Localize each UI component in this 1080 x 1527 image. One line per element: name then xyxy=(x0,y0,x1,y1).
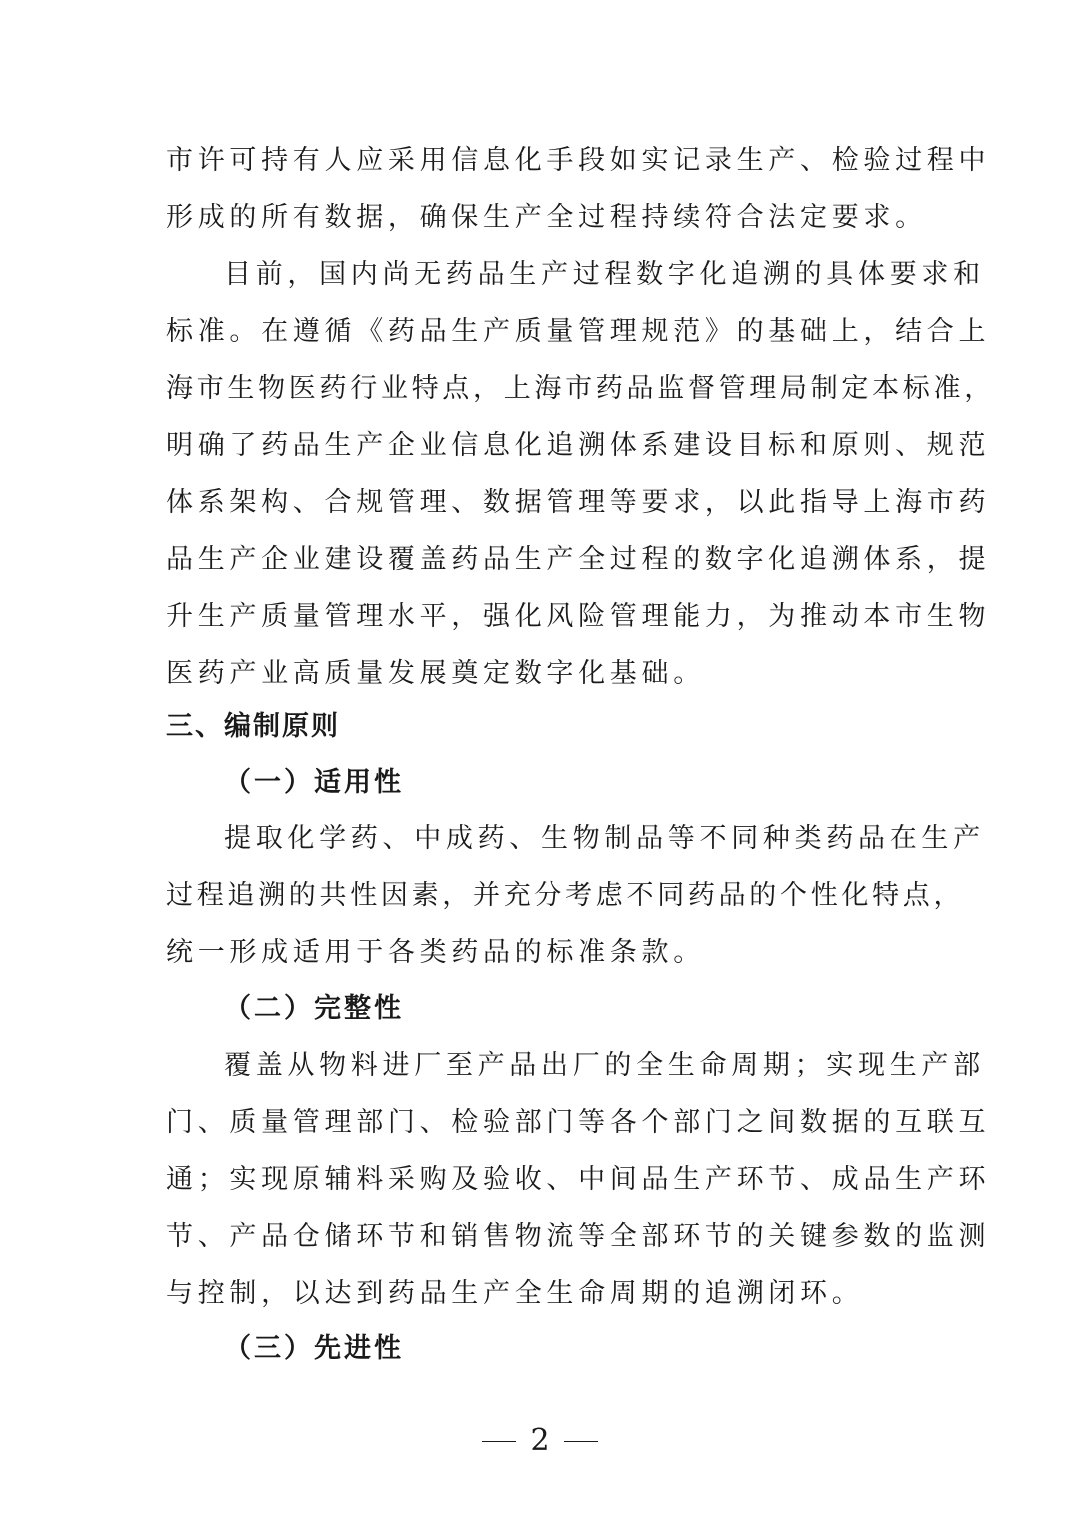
body-text-line: 过程追溯的共性因素，并充分考虑不同药品的个性化特点， xyxy=(166,880,965,911)
body-text-line: 形成的所有数据，确保生产全过程持续符合法定要求。 xyxy=(166,202,927,233)
body-text-line: 升生产质量管理水平，强化风险管理能力，为推动本市生物 xyxy=(166,601,991,632)
body-text-line: 与控制，以达到药品生产全生命周期的追溯闭环。 xyxy=(166,1278,864,1309)
footer-dash-right xyxy=(564,1441,598,1442)
subsection-heading: （一）适用性 xyxy=(224,767,404,798)
body-text-line: 市许可持有人应采用信息化手段如实记录生产、检验过程中 xyxy=(166,145,991,176)
body-text-line: 门、质量管理部门、检验部门等各个部门之间数据的互联互 xyxy=(166,1107,991,1138)
footer-dash-left xyxy=(482,1441,516,1442)
subsection-heading: （三）先进性 xyxy=(224,1333,404,1364)
body-text-line: 海市生物医药行业特点，上海市药品监督管理局制定本标准， xyxy=(166,373,995,404)
subsection-heading: （二）完整性 xyxy=(224,993,404,1024)
body-text-line: 提取化学药、中成药、生物制品等不同种类药品在生产 xyxy=(224,823,985,854)
page-number: 2 xyxy=(530,1423,550,1458)
body-text-line: 医药产业高质量发展奠定数字化基础。 xyxy=(166,658,705,689)
body-text-line: 品生产企业建设覆盖药品生产全过程的数字化追溯体系，提 xyxy=(166,544,991,575)
body-text-line: 统一形成适用于各类药品的标准条款。 xyxy=(166,937,705,968)
body-text-line: 明确了药品生产企业信息化追溯体系建设目标和原则、规范 xyxy=(166,430,991,461)
body-text-line: 通；实现原辅料采购及验收、中间品生产环节、成品生产环 xyxy=(166,1164,991,1195)
page-footer xyxy=(0,1418,1080,1463)
section-heading: 三、编制原则 xyxy=(166,711,340,742)
body-text-line: 节、产品仓储环节和销售物流等全部环节的关键参数的监测 xyxy=(166,1221,991,1252)
body-text-line: 目前，国内尚无药品生产过程数字化追溯的具体要求和 xyxy=(224,259,985,290)
body-text-line: 标准。在遵循《药品生产质量管理规范》的基础上，结合上 xyxy=(166,316,991,347)
body-text-line: 覆盖从物料进厂至产品出厂的全生命周期；实现生产部 xyxy=(224,1050,985,1081)
body-text-line: 体系架构、合规管理、数据管理等要求，以此指导上海市药 xyxy=(166,487,991,518)
